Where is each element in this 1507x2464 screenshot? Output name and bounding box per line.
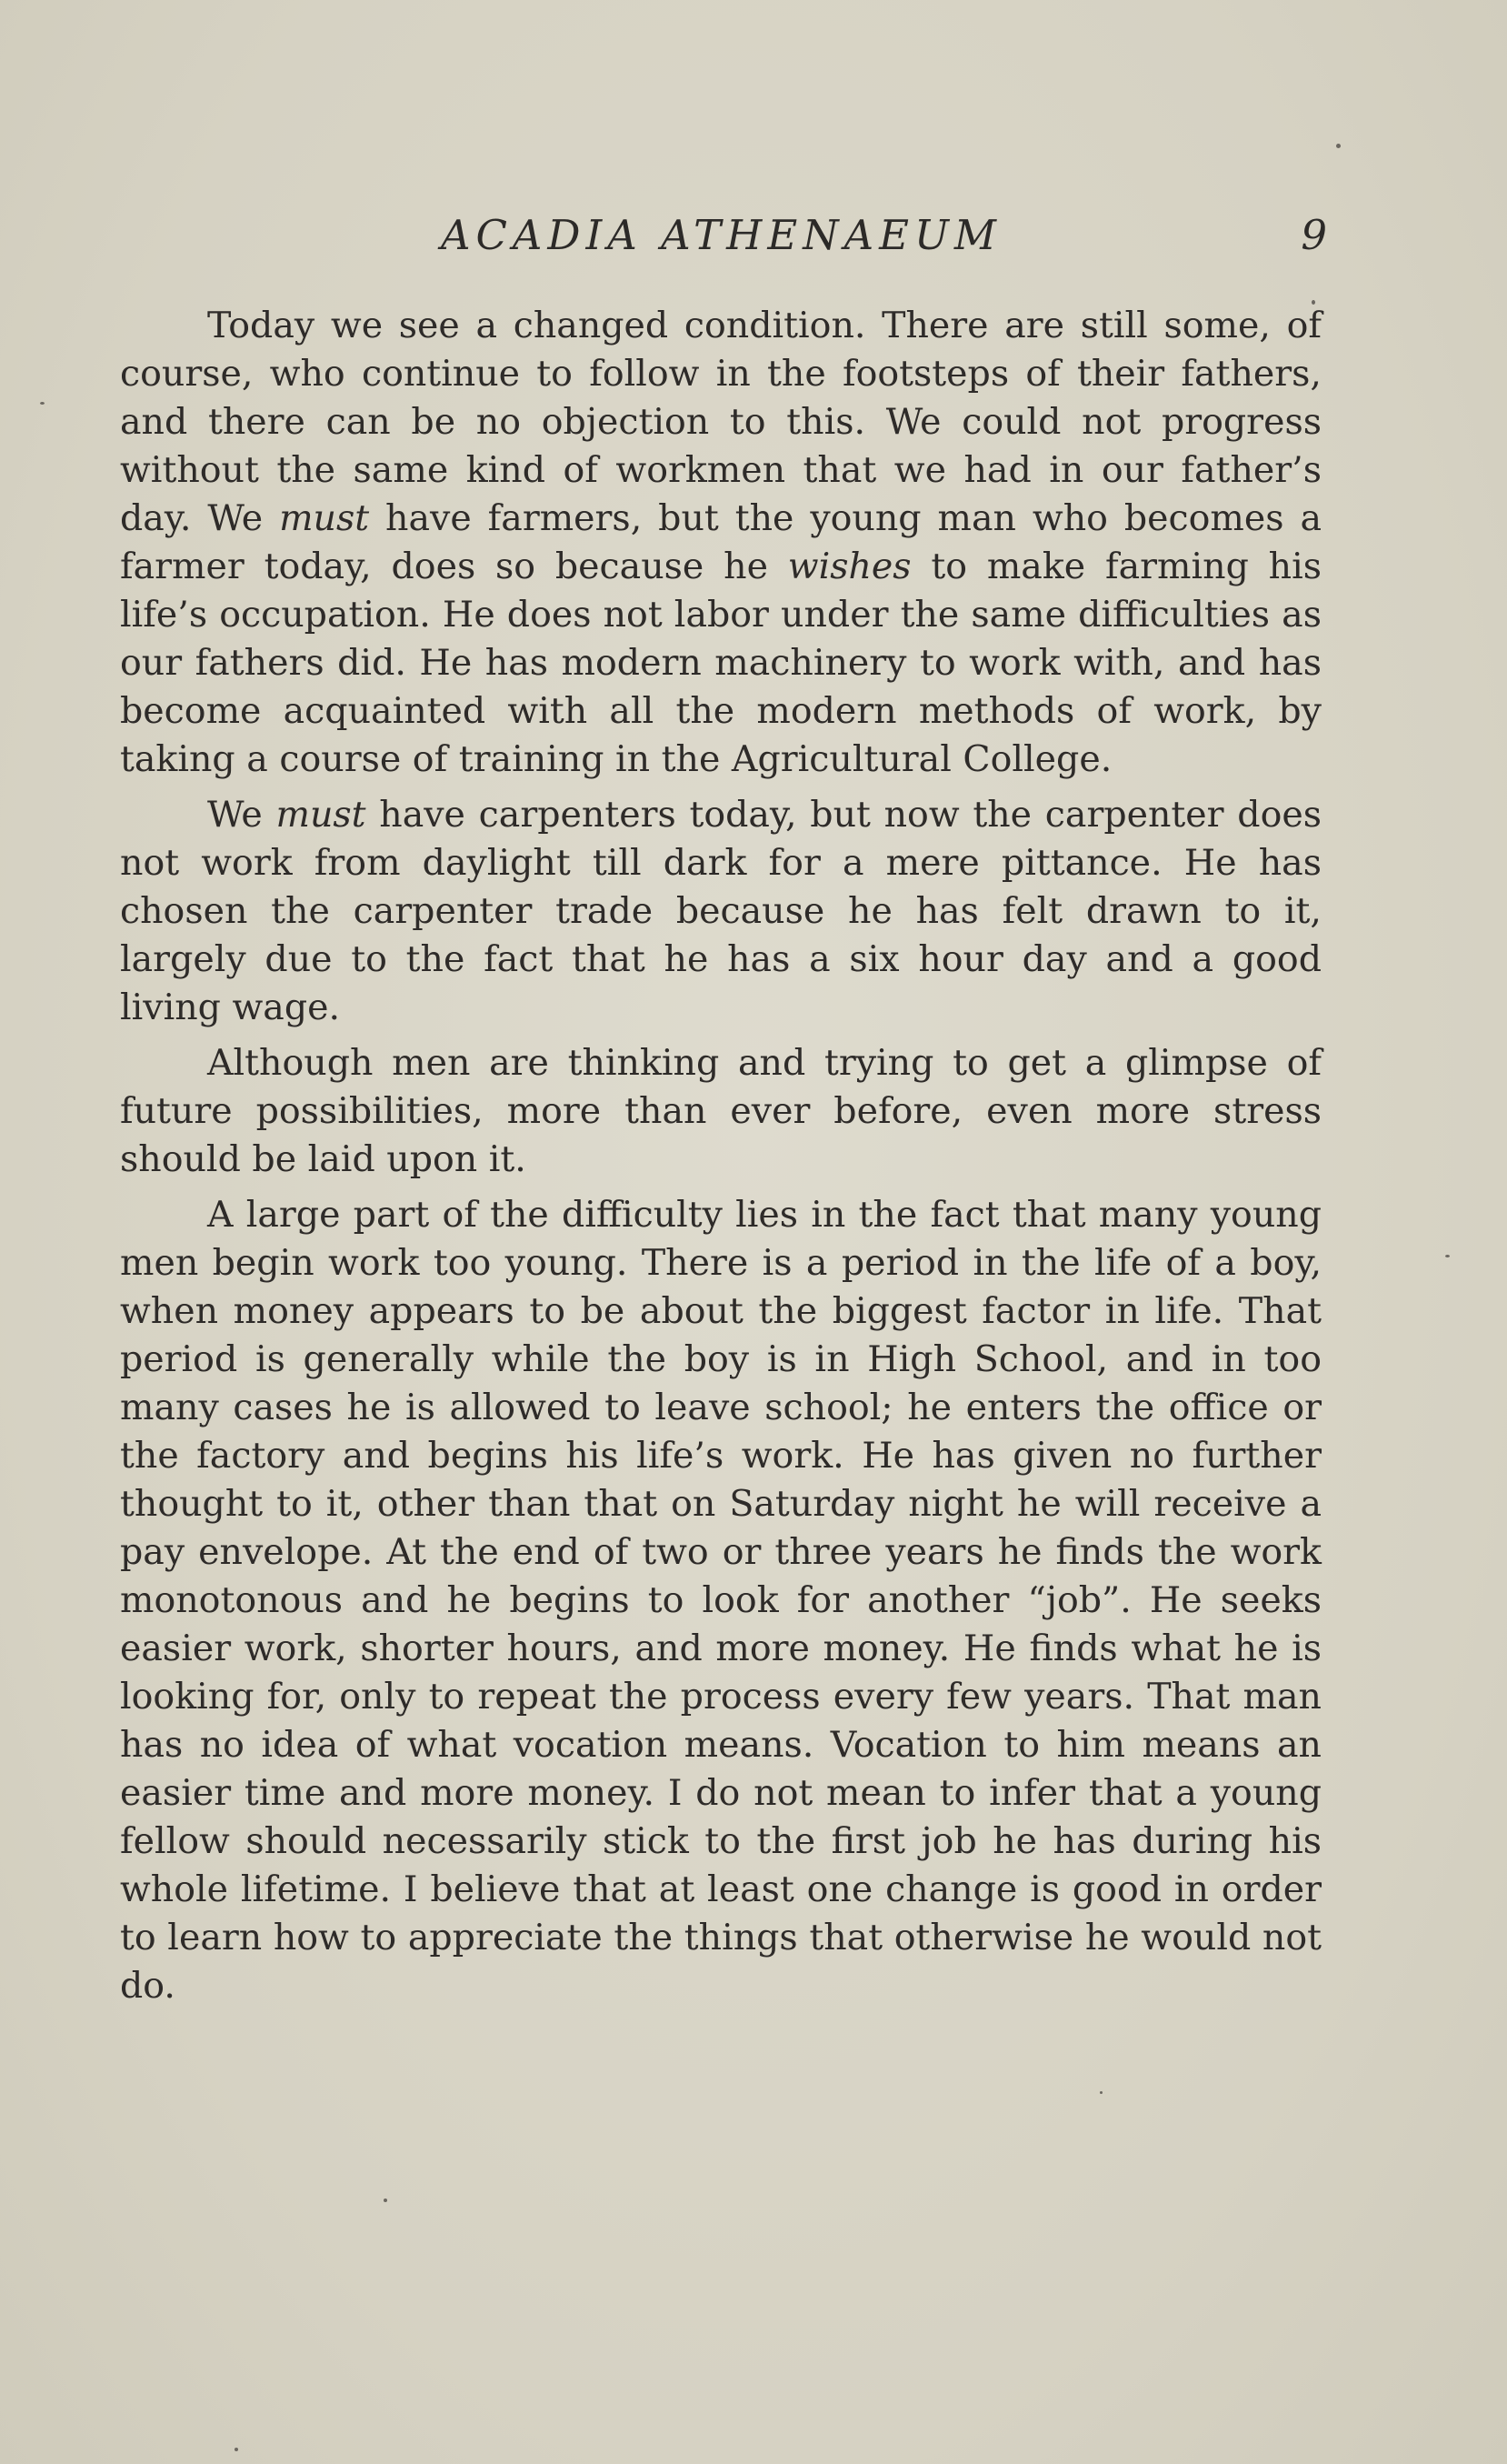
emphasis-wishes: wishes (787, 546, 912, 587)
scan-speck (1336, 144, 1341, 148)
paragraph-1 (120, 302, 1322, 784)
scan-speck (1100, 2091, 1103, 2094)
text-span: A large part of the difficulty lies in the fact that many young men begin work too young. There is a period in the life of a boy, when money appears to be about the biggest factor in life. That period is generally while the boy is in High School, and in too many cases he is allowed to leave school; he enters the office or the factory and begins his life’s work. He has given no further thought to it, other than that on Saturday night he will receive a pay envelope. At the end of two or three years he finds the work monotonous and he begins to look for another “job”. He seeks easier work, shorter hours, and more money. He finds what he is looking for, only to repeat the process every few years. That man has no idea of what vocation means. Vocation to him means an easier time and more money. I do not mean to infer that a young fellow should necessarily stick to the first job he has during his whole lifetime. I believe that at least one change is good in order to learn how to appreciate the things that otherwise he would not do. (120, 1194, 1322, 2007)
text-span: Although men are thinking and trying to get a glimpse of future possibilities, more than ever before, even more stress should be laid upon it. (120, 1042, 1322, 1180)
scan-speck (235, 2448, 238, 2451)
scan-speck (1312, 300, 1315, 305)
paragraph-4 (120, 1191, 1322, 2010)
emphasis-must: must (275, 794, 366, 836)
scan-speck (40, 402, 45, 405)
scan-speck (384, 2199, 387, 2202)
text-span: We (207, 794, 276, 836)
text-span: have farmers, but the young man who becomes a farmer today, does so because he (120, 497, 1322, 587)
text-span: to make farming his life’s occupation. He does not labor under the same difficulties as our fathers did. He has modern machinery to work with, and has become acquainted with all the modern methods of work, by taking a course of training in the Agricultural College. (120, 546, 1322, 780)
paragraph-2 (120, 791, 1322, 1032)
text-span: Today we see a changed condition. There are still some, of course, who continue to follow in the footsteps of their fathers, and there can be no objection to this. We could not progress without the same kind of workmen that we had in our father’s day. We (120, 305, 1322, 539)
scan-speck (1445, 1255, 1450, 1257)
page-header (118, 211, 1327, 265)
running-head: ACADIA ATHENAEUM (441, 211, 1002, 259)
paragraph-3 (120, 1039, 1322, 1184)
page-number: 9 (1301, 211, 1327, 259)
emphasis-must: must (279, 497, 370, 539)
body-text (120, 302, 1322, 2018)
text-span: have carpenters today, but now the carpenter does not work from daylight till dark for a mere pittance. He has chosen the carpenter trade because he has felt drawn to it, largely due to the fact that he has a six hour day and a good living wage. (120, 794, 1322, 1028)
